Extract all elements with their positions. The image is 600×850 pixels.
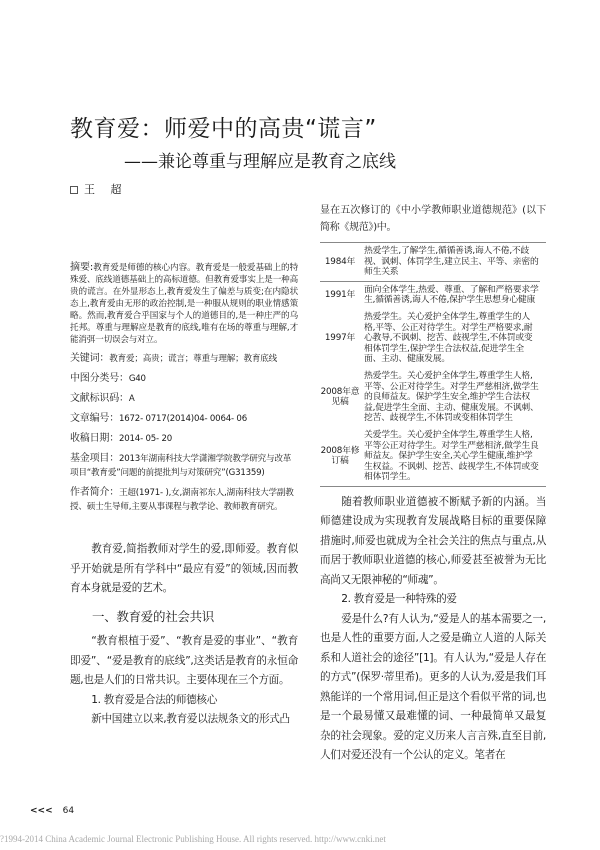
document-code: 文献标识码：A	[70, 393, 135, 404]
section-1-heading: 一、教育爱的社会共识	[92, 608, 215, 624]
article-meta	[70, 352, 298, 514]
abstract-text: 教育爱是师德的核心内容。教育爱是一般爱基础上的特殊爱、底线道德基础上的高标道德。但教育爱事实上是一种高贵的谎言。在外显形态上,教育爱发生了偏差与质变;在内隐状态上,教育爱由无形的政治控制,是一种服从规则的职业情感策略。然而,教育爱合乎国家与个人的道德目的,是一种庄严的乌托邦。尊重与理解应是教育的底线,唯有在场的尊重与理解,才能消弭一切误会与对立。	[70, 263, 298, 345]
page-number: 64	[62, 806, 75, 816]
table-row: 1984年 热爱学生,了解学生,循循善诱,诲人不倦,不歧视、讽刺、体罚学生,建立民主、平等、亲密的师生关系	[320, 243, 540, 281]
right-paragraph-1: 随着教师职业道德被不断赋予新的内涵。当师德建设成为实现教育发展战略目标的重要保障措施时,师爱也就成为全社会关注的焦点与重点,从而居于教师职业道德的核心,师爱甚至被誉为无比高尚又无限神秘的“师魂”。	[320, 495, 546, 586]
table-intro: 显在五次修订的《中小学教师职业道德规范》(以下简称《规范》)中。	[320, 205, 546, 233]
table-row: 1991年 面向全体学生,热爱、尊重、了解和严格要求学生,循循善诱,诲人不倦,保护学生思想身心健康	[324, 284, 539, 306]
square-bullet-icon	[70, 186, 78, 194]
section-1-paragraph: “教育根植于爱”、“教育是爱的事业”、“教育即爱”、“爱是教育的底线”,这类话是教育的永恒命题,也是人们的日常共识。主要体现在三个方面。	[70, 635, 298, 686]
author-bio: 作者简介：王超(1971- ),女,湖南祁东人,湖南科技大学副教授、硕士生导师,主要从事课程与教学论、教师教育研究。	[70, 487, 294, 512]
article-title: 教育爱：师爱中的高贵“谎言”	[70, 116, 377, 142]
keywords: 关键词：教育爱；高贵；谎言；尊重与理解；教育底线	[70, 353, 278, 364]
table-row: 1997年 热爱学生。关心爱护全体学生,尊重学生的人格,平等、公正对待学生。对学生严格要求,耐心教导,不讽刺、挖苦、歧视学生,不体罚或变相体罚学生,保护学生合法权益,促进学生全面、主动、健康发展。	[324, 311, 533, 365]
author-line	[70, 181, 128, 197]
arrows-icon: <<<	[30, 806, 53, 816]
abstract	[70, 262, 298, 346]
code-revision-table	[320, 242, 546, 487]
subsection-1-heading: 1. 教育爱是合法的师德核心	[91, 693, 217, 706]
fund-project: 基金项目：2013年湖南科技大学潇湘学院教学研究与改革项目“教育爱”问题的前提批判与对策研究”(G31359)	[70, 453, 292, 478]
left-column	[70, 262, 298, 730]
right-column	[320, 202, 546, 766]
page-footer	[30, 806, 74, 816]
intro-paragraph: 教育爱,简指教师对学生的爱,即师爱。教育似乎开始就是所有学科中“最应有爱”的领域,因而教育本身就是爱的艺术。	[70, 543, 298, 594]
article-subtitle: ——兼论尊重与理解应是教育之底线	[124, 152, 396, 172]
table-row: 2008年修订稿 关爱学生。关心爱护全体学生,尊重学生人格,平等公正对待学生。对学生严慈相济,做学生良师益友。保护学生安全,关心学生健康,维护学生权益。不讽刺、挖苦、歧视学生,不体罚或变相体罚学生。	[320, 429, 539, 483]
abstract-label: 摘要:	[70, 262, 94, 273]
author-name: 王 超	[84, 183, 128, 196]
article-number: 文章编号：1672- 0717(2014)04- 0064- 06	[70, 413, 247, 424]
table-row: 2008年意见稿 热爱学生。关心爱护全体学生,尊重学生人格,平等、公正对待学生。对学生严慈相济,做学生的良师益友。保护学生安全,维护学生合法权益,促进学生全面、主动、健康发展。不讽刺、挖苦、歧视学生,不体罚或变相体罚学生	[320, 370, 539, 424]
subsection-2-heading: 2. 教育爱是一种特殊的爱	[341, 593, 457, 606]
copyright-notice: ?1994-2014 China Academic Journal Electronic Publishing House. All rights reserved. http://www.cnki.net	[0, 834, 386, 844]
right-paragraph-2: 爱是什么?有人认为,“爱是人的基本需要之一,也是人性的重要方面,人之爱是确立人道的人际关系和人道社会的途径”[1]。有人认为,“爱是人存在的方式”(保罗·蒂里希)。更多的人认为,爱是我们耳熟能详的一个常用词,但正是这个看似平常的词,也是一个最易懂又最难懂的词、一种最简单又最复杂的社会现象。爱的定义历来人言言殊,直至目前,人们对爱还没有一个公认的定义。笔者在	[320, 612, 546, 762]
received-date: 收稿日期：2014- 05- 20	[70, 433, 173, 444]
subsection-1-paragraph: 新中国建立以来,教育爱以法规条文的形式凸	[91, 713, 290, 725]
classification-number: 中图分类号：G40	[70, 373, 146, 384]
